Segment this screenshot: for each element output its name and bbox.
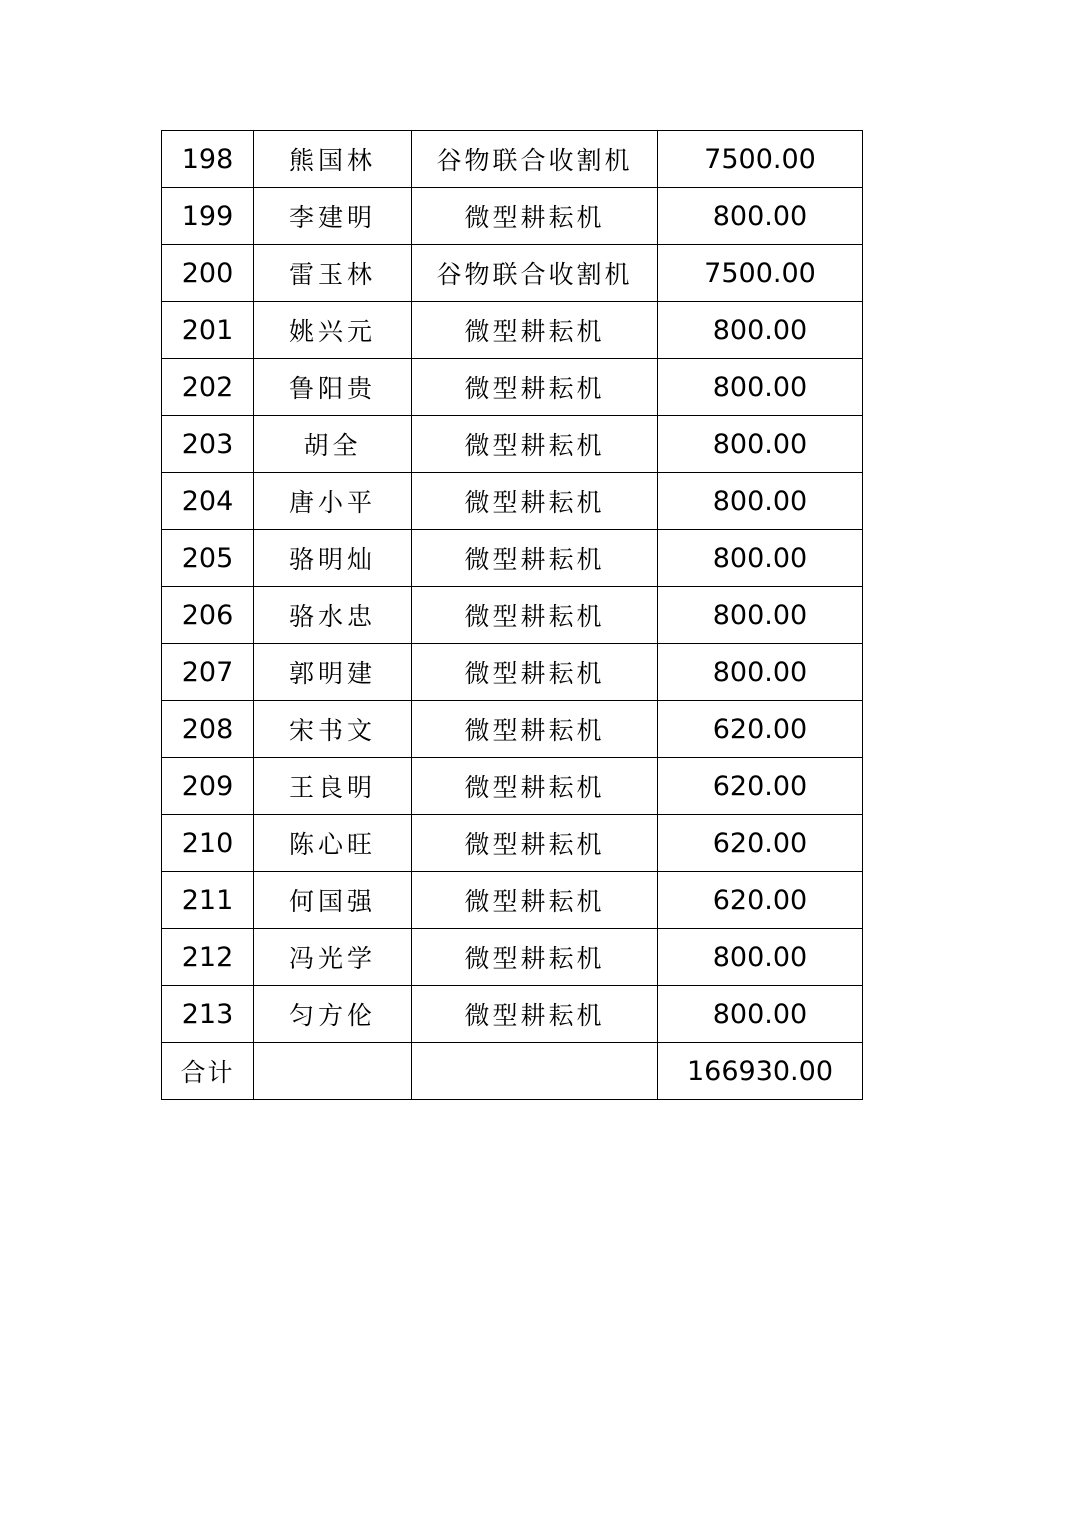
row-number: 198 xyxy=(162,131,254,188)
table-row xyxy=(162,929,863,986)
machine-type: 微型耕耘机 xyxy=(412,188,658,245)
table-body xyxy=(162,131,863,1100)
recipient-name: 姚兴元 xyxy=(254,302,412,359)
subsidy-amount: 800.00 xyxy=(658,986,863,1043)
row-number: 207 xyxy=(162,644,254,701)
recipient-name: 雷玉林 xyxy=(254,245,412,302)
row-number: 199 xyxy=(162,188,254,245)
recipient-name: 陈心旺 xyxy=(254,815,412,872)
row-number: 204 xyxy=(162,473,254,530)
subsidy-amount: 800.00 xyxy=(658,530,863,587)
total-amount: 166930.00 xyxy=(658,1043,863,1100)
recipient-name: 郭明建 xyxy=(254,644,412,701)
table-row xyxy=(162,530,863,587)
recipient-name: 鲁阳贵 xyxy=(254,359,412,416)
table-row xyxy=(162,644,863,701)
recipient-name: 骆水忠 xyxy=(254,587,412,644)
subsidy-amount: 800.00 xyxy=(658,302,863,359)
machine-type: 微型耕耘机 xyxy=(412,473,658,530)
table-row xyxy=(162,701,863,758)
subsidy-amount: 620.00 xyxy=(658,758,863,815)
subsidy-amount: 620.00 xyxy=(658,815,863,872)
total-label: 合计 xyxy=(162,1043,254,1100)
table-row xyxy=(162,815,863,872)
row-number: 212 xyxy=(162,929,254,986)
row-number: 213 xyxy=(162,986,254,1043)
subsidy-amount: 7500.00 xyxy=(658,245,863,302)
recipient-name: 熊国林 xyxy=(254,131,412,188)
machine-type: 微型耕耘机 xyxy=(412,929,658,986)
row-number: 202 xyxy=(162,359,254,416)
subsidy-amount: 800.00 xyxy=(658,644,863,701)
machine-type: 微型耕耘机 xyxy=(412,758,658,815)
table-row xyxy=(162,473,863,530)
machine-type: 微型耕耘机 xyxy=(412,701,658,758)
recipient-name: 王良明 xyxy=(254,758,412,815)
recipient-name: 李建明 xyxy=(254,188,412,245)
table-row xyxy=(162,302,863,359)
table-row xyxy=(162,416,863,473)
row-number: 200 xyxy=(162,245,254,302)
row-number: 208 xyxy=(162,701,254,758)
recipient-name: 胡全 xyxy=(254,416,412,473)
machine-type: 微型耕耘机 xyxy=(412,644,658,701)
machine-type: 微型耕耘机 xyxy=(412,359,658,416)
total-row xyxy=(162,1043,863,1100)
subsidy-table xyxy=(161,130,863,1100)
machine-type: 微型耕耘机 xyxy=(412,986,658,1043)
recipient-name: 宋书文 xyxy=(254,701,412,758)
machine-type: 微型耕耘机 xyxy=(412,872,658,929)
subsidy-amount: 620.00 xyxy=(658,872,863,929)
subsidy-amount: 800.00 xyxy=(658,929,863,986)
row-number: 206 xyxy=(162,587,254,644)
total-name-cell xyxy=(254,1043,412,1100)
machine-type: 微型耕耘机 xyxy=(412,530,658,587)
recipient-name: 骆明灿 xyxy=(254,530,412,587)
subsidy-amount: 620.00 xyxy=(658,701,863,758)
subsidy-amount: 7500.00 xyxy=(658,131,863,188)
table-row xyxy=(162,986,863,1043)
machine-type: 微型耕耘机 xyxy=(412,416,658,473)
table-row xyxy=(162,245,863,302)
subsidy-amount: 800.00 xyxy=(658,359,863,416)
recipient-name: 冯光学 xyxy=(254,929,412,986)
machine-type: 微型耕耘机 xyxy=(412,302,658,359)
table-row xyxy=(162,188,863,245)
table-row xyxy=(162,587,863,644)
subsidy-amount: 800.00 xyxy=(658,473,863,530)
row-number: 211 xyxy=(162,872,254,929)
recipient-name: 唐小平 xyxy=(254,473,412,530)
row-number: 203 xyxy=(162,416,254,473)
subsidy-amount: 800.00 xyxy=(658,416,863,473)
machine-type: 谷物联合收割机 xyxy=(412,245,658,302)
table-row xyxy=(162,872,863,929)
machine-type: 微型耕耘机 xyxy=(412,587,658,644)
machine-type: 微型耕耘机 xyxy=(412,815,658,872)
table-row xyxy=(162,359,863,416)
total-type-cell xyxy=(412,1043,658,1100)
recipient-name: 何国强 xyxy=(254,872,412,929)
subsidy-amount: 800.00 xyxy=(658,587,863,644)
row-number: 201 xyxy=(162,302,254,359)
subsidy-amount: 800.00 xyxy=(658,188,863,245)
table-row xyxy=(162,758,863,815)
table-row xyxy=(162,131,863,188)
machine-type: 谷物联合收割机 xyxy=(412,131,658,188)
row-number: 209 xyxy=(162,758,254,815)
row-number: 205 xyxy=(162,530,254,587)
row-number: 210 xyxy=(162,815,254,872)
recipient-name: 匀方伦 xyxy=(254,986,412,1043)
